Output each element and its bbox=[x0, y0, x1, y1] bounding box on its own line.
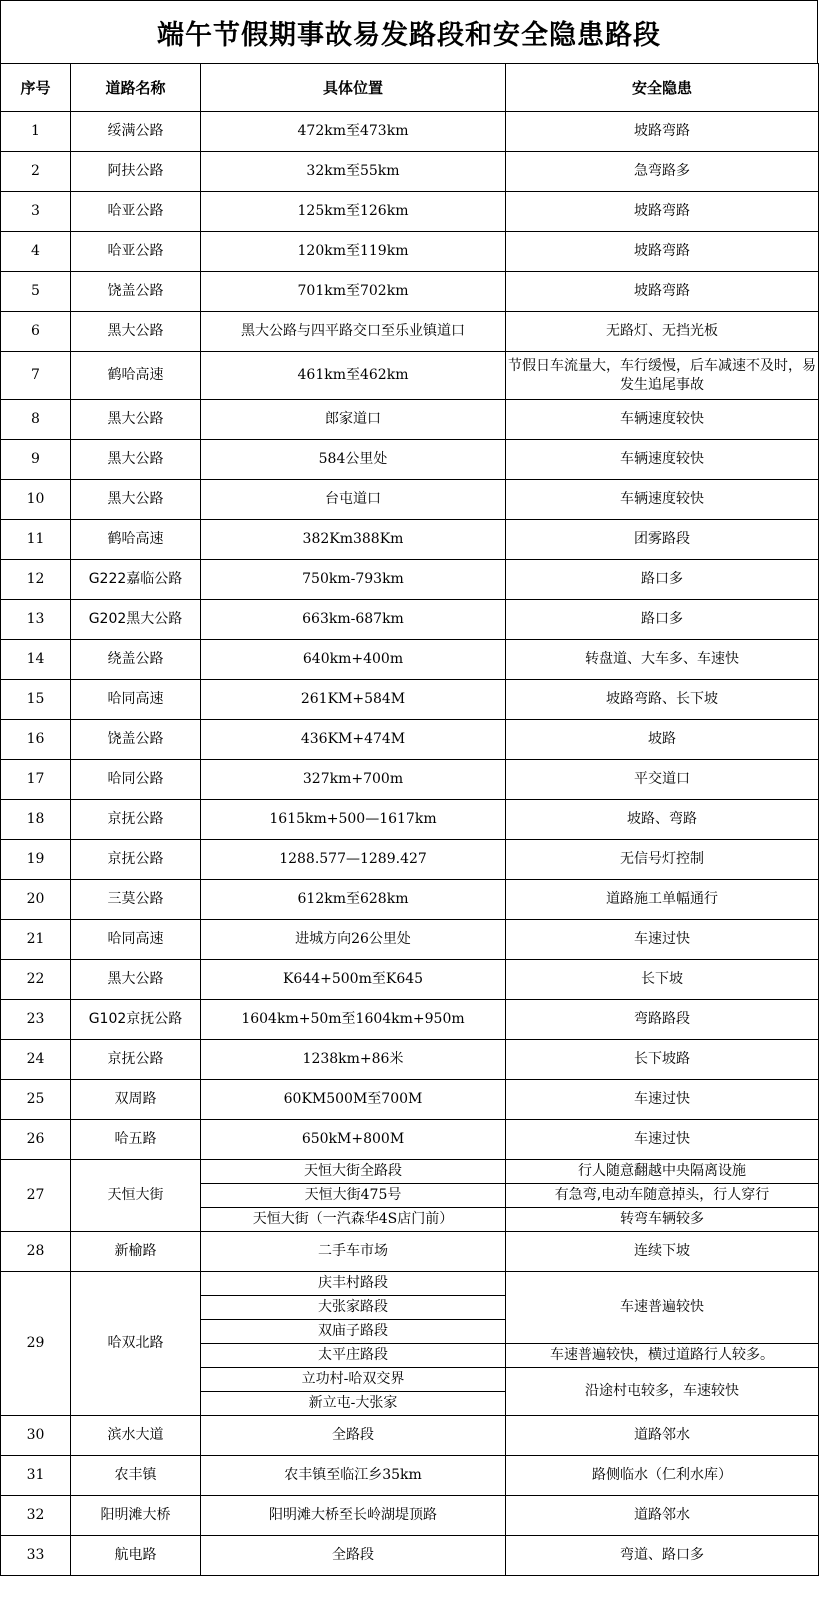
road-name: 天恒大街 bbox=[71, 1160, 201, 1232]
location: 60KM500M至700M bbox=[201, 1080, 506, 1120]
road-name: 三莫公路 bbox=[71, 880, 201, 920]
hazard: 路侧临水（仁利水库） bbox=[506, 1456, 819, 1496]
table-row bbox=[1, 312, 819, 352]
location: K644+500m至K645 bbox=[201, 960, 506, 1000]
location: 全路段 bbox=[201, 1416, 506, 1456]
row-number: 5 bbox=[1, 272, 71, 312]
row-number: 20 bbox=[1, 880, 71, 920]
road-name: 滨水大道 bbox=[71, 1416, 201, 1456]
location: 1238km+86米 bbox=[201, 1040, 506, 1080]
road-name: G102京抚公路 bbox=[71, 1000, 201, 1040]
road-name: 哈双北路 bbox=[71, 1272, 201, 1416]
row-number: 16 bbox=[1, 720, 71, 760]
header-no: 序号 bbox=[1, 64, 71, 112]
row-number: 27 bbox=[1, 1160, 71, 1232]
header-location: 具体位置 bbox=[201, 64, 506, 112]
table-row bbox=[1, 720, 819, 760]
road-name: G222嘉临公路 bbox=[71, 560, 201, 600]
location: 640km+400m bbox=[201, 640, 506, 680]
table-row bbox=[1, 352, 819, 400]
page-title: 端午节假期事故易发路段和安全隐患路段 bbox=[0, 0, 818, 64]
table-row bbox=[1, 640, 819, 680]
table-row bbox=[1, 760, 819, 800]
table-row bbox=[1, 1536, 819, 1576]
hazard: 车辆速度较快 bbox=[506, 480, 819, 520]
row-number: 24 bbox=[1, 1040, 71, 1080]
road-name: G202黑大公路 bbox=[71, 600, 201, 640]
row-number: 9 bbox=[1, 440, 71, 480]
road-name: 鹤哈高速 bbox=[71, 352, 201, 400]
location: 612km至628km bbox=[201, 880, 506, 920]
header-road: 道路名称 bbox=[71, 64, 201, 112]
location: 立功村-哈双交界 bbox=[201, 1368, 506, 1392]
road-name: 饶盖公路 bbox=[71, 720, 201, 760]
row-number: 7 bbox=[1, 352, 71, 400]
header-hazard: 安全隐患 bbox=[506, 64, 819, 112]
road-name: 京抚公路 bbox=[71, 800, 201, 840]
road-name: 黑大公路 bbox=[71, 400, 201, 440]
row-number: 18 bbox=[1, 800, 71, 840]
table-row bbox=[1, 440, 819, 480]
location: 327km+700m bbox=[201, 760, 506, 800]
location: 农丰镇至临江乡35km bbox=[201, 1456, 506, 1496]
hazard: 平交道口 bbox=[506, 760, 819, 800]
hazard: 道路邻水 bbox=[506, 1416, 819, 1456]
table-row bbox=[1, 800, 819, 840]
row-number: 3 bbox=[1, 192, 71, 232]
road-name: 饶盖公路 bbox=[71, 272, 201, 312]
table-row bbox=[1, 1416, 819, 1456]
location: 天恒大街475号 bbox=[201, 1184, 506, 1208]
table-row bbox=[1, 1040, 819, 1080]
location: 32km至55km bbox=[201, 152, 506, 192]
row-number: 33 bbox=[1, 1536, 71, 1576]
road-name: 阳明滩大桥 bbox=[71, 1496, 201, 1536]
table-row bbox=[1, 600, 819, 640]
road-name: 阿扶公路 bbox=[71, 152, 201, 192]
table-row bbox=[1, 232, 819, 272]
hazard: 转弯车辆较多 bbox=[506, 1208, 819, 1232]
location: 261KM+584M bbox=[201, 680, 506, 720]
location: 庆丰村路段 bbox=[201, 1272, 506, 1296]
location: 天恒大街全路段 bbox=[201, 1160, 506, 1184]
row-number: 22 bbox=[1, 960, 71, 1000]
hazard: 坡路弯路 bbox=[506, 192, 819, 232]
hazard: 急弯路多 bbox=[506, 152, 819, 192]
location: 黑大公路与四平路交口至乐业镇道口 bbox=[201, 312, 506, 352]
road-name: 绕盖公路 bbox=[71, 640, 201, 680]
row-number: 30 bbox=[1, 1416, 71, 1456]
hazard: 节假日车流量大，车行缓慢，后车减速不及时，易发生追尾事故 bbox=[506, 352, 819, 400]
road-name: 绥满公路 bbox=[71, 112, 201, 152]
row-number: 21 bbox=[1, 920, 71, 960]
hazard: 车速普遍较快 bbox=[506, 1272, 819, 1344]
hazard: 路口多 bbox=[506, 600, 819, 640]
hazard: 坡路、弯路 bbox=[506, 800, 819, 840]
row-number: 13 bbox=[1, 600, 71, 640]
table-row bbox=[1, 152, 819, 192]
hazard: 车速过快 bbox=[506, 920, 819, 960]
row-number: 4 bbox=[1, 232, 71, 272]
location: 天恒大街（一汽森华4S店门前） bbox=[201, 1208, 506, 1232]
location: 进城方向26公里处 bbox=[201, 920, 506, 960]
hazard: 路口多 bbox=[506, 560, 819, 600]
location: 台屯道口 bbox=[201, 480, 506, 520]
table-row bbox=[1, 1160, 819, 1184]
row-number: 23 bbox=[1, 1000, 71, 1040]
row-number: 26 bbox=[1, 1120, 71, 1160]
row-number: 31 bbox=[1, 1456, 71, 1496]
table-row bbox=[1, 1496, 819, 1536]
table-header-row bbox=[1, 64, 819, 112]
location: 701km至702km bbox=[201, 272, 506, 312]
hazard: 弯路路段 bbox=[506, 1000, 819, 1040]
row-number: 2 bbox=[1, 152, 71, 192]
road-name: 农丰镇 bbox=[71, 1456, 201, 1496]
location: 全路段 bbox=[201, 1536, 506, 1576]
location: 二手车市场 bbox=[201, 1232, 506, 1272]
hazard: 转盘道、大车多、车速快 bbox=[506, 640, 819, 680]
location: 1615km+500—1617km bbox=[201, 800, 506, 840]
hazard: 团雾路段 bbox=[506, 520, 819, 560]
row-number: 6 bbox=[1, 312, 71, 352]
row-number: 19 bbox=[1, 840, 71, 880]
hazard: 车速过快 bbox=[506, 1080, 819, 1120]
location: 120km至119km bbox=[201, 232, 506, 272]
road-name: 哈同高速 bbox=[71, 920, 201, 960]
location: 双庙子路段 bbox=[201, 1320, 506, 1344]
table-row bbox=[1, 880, 819, 920]
row-number: 12 bbox=[1, 560, 71, 600]
hazard: 坡路 bbox=[506, 720, 819, 760]
table-row bbox=[1, 680, 819, 720]
hazard: 坡路弯路 bbox=[506, 232, 819, 272]
road-name: 新榆路 bbox=[71, 1232, 201, 1272]
table-row bbox=[1, 960, 819, 1000]
hazard: 车速普遍较快，横过道路行人较多。 bbox=[506, 1344, 819, 1368]
road-name: 哈同公路 bbox=[71, 760, 201, 800]
location: 461km至462km bbox=[201, 352, 506, 400]
hazard: 无路灯、无挡光板 bbox=[506, 312, 819, 352]
location: 1288.577—1289.427 bbox=[201, 840, 506, 880]
hazard: 连续下坡 bbox=[506, 1232, 819, 1272]
location: 663km-687km bbox=[201, 600, 506, 640]
table-row bbox=[1, 520, 819, 560]
hazard: 车速过快 bbox=[506, 1120, 819, 1160]
table-row bbox=[1, 1000, 819, 1040]
hazard: 道路施工单幅通行 bbox=[506, 880, 819, 920]
road-name: 哈同高速 bbox=[71, 680, 201, 720]
table-row bbox=[1, 560, 819, 600]
hazard: 坡路弯路、长下坡 bbox=[506, 680, 819, 720]
row-number: 28 bbox=[1, 1232, 71, 1272]
location: 太平庄路段 bbox=[201, 1344, 506, 1368]
table-row bbox=[1, 1080, 819, 1120]
row-number: 17 bbox=[1, 760, 71, 800]
location: 436KM+474M bbox=[201, 720, 506, 760]
location: 大张家路段 bbox=[201, 1296, 506, 1320]
row-number: 8 bbox=[1, 400, 71, 440]
table-row bbox=[1, 192, 819, 232]
road-name: 黑大公路 bbox=[71, 960, 201, 1000]
row-number: 11 bbox=[1, 520, 71, 560]
row-number: 10 bbox=[1, 480, 71, 520]
hazard: 坡路弯路 bbox=[506, 112, 819, 152]
road-name: 黑大公路 bbox=[71, 312, 201, 352]
table-row bbox=[1, 1456, 819, 1496]
location: 584公里处 bbox=[201, 440, 506, 480]
hazard: 长下坡路 bbox=[506, 1040, 819, 1080]
hazard: 无信号灯控制 bbox=[506, 840, 819, 880]
hazard: 有急弯,电动车随意掉头，行人穿行 bbox=[506, 1184, 819, 1208]
road-name: 双周路 bbox=[71, 1080, 201, 1120]
location: 1604km+50m至1604km+950m bbox=[201, 1000, 506, 1040]
road-name: 京抚公路 bbox=[71, 1040, 201, 1080]
road-name: 鹤哈高速 bbox=[71, 520, 201, 560]
table-row bbox=[1, 400, 819, 440]
row-number: 25 bbox=[1, 1080, 71, 1120]
hazard: 长下坡 bbox=[506, 960, 819, 1000]
road-hazard-table bbox=[0, 63, 819, 1576]
road-name: 哈亚公路 bbox=[71, 192, 201, 232]
row-number: 15 bbox=[1, 680, 71, 720]
road-name: 航电路 bbox=[71, 1536, 201, 1576]
location: 新立屯-大张家 bbox=[201, 1392, 506, 1416]
location: 472km至473km bbox=[201, 112, 506, 152]
hazard: 道路邻水 bbox=[506, 1496, 819, 1536]
road-name: 京抚公路 bbox=[71, 840, 201, 880]
location: 阳明滩大桥至长岭湖堤顶路 bbox=[201, 1496, 506, 1536]
row-number: 32 bbox=[1, 1496, 71, 1536]
row-number: 1 bbox=[1, 112, 71, 152]
location: 750km-793km bbox=[201, 560, 506, 600]
hazard: 车辆速度较快 bbox=[506, 440, 819, 480]
table-row bbox=[1, 480, 819, 520]
row-number: 29 bbox=[1, 1272, 71, 1416]
hazard: 坡路弯路 bbox=[506, 272, 819, 312]
table-row bbox=[1, 1272, 819, 1296]
table-row bbox=[1, 1120, 819, 1160]
location: 382Km388Km bbox=[201, 520, 506, 560]
location: 郎家道口 bbox=[201, 400, 506, 440]
table-row bbox=[1, 112, 819, 152]
table-row bbox=[1, 840, 819, 880]
road-name: 黑大公路 bbox=[71, 480, 201, 520]
table-row bbox=[1, 920, 819, 960]
table-row bbox=[1, 272, 819, 312]
hazard: 弯道、路口多 bbox=[506, 1536, 819, 1576]
hazard: 沿途村屯较多，车速较快 bbox=[506, 1368, 819, 1416]
location: 650kM+800M bbox=[201, 1120, 506, 1160]
location: 125km至126km bbox=[201, 192, 506, 232]
row-number: 14 bbox=[1, 640, 71, 680]
table-row bbox=[1, 1232, 819, 1272]
road-name: 哈亚公路 bbox=[71, 232, 201, 272]
road-name: 哈五路 bbox=[71, 1120, 201, 1160]
hazard: 车辆速度较快 bbox=[506, 400, 819, 440]
hazard: 行人随意翻越中央隔离设施 bbox=[506, 1160, 819, 1184]
road-name: 黑大公路 bbox=[71, 440, 201, 480]
